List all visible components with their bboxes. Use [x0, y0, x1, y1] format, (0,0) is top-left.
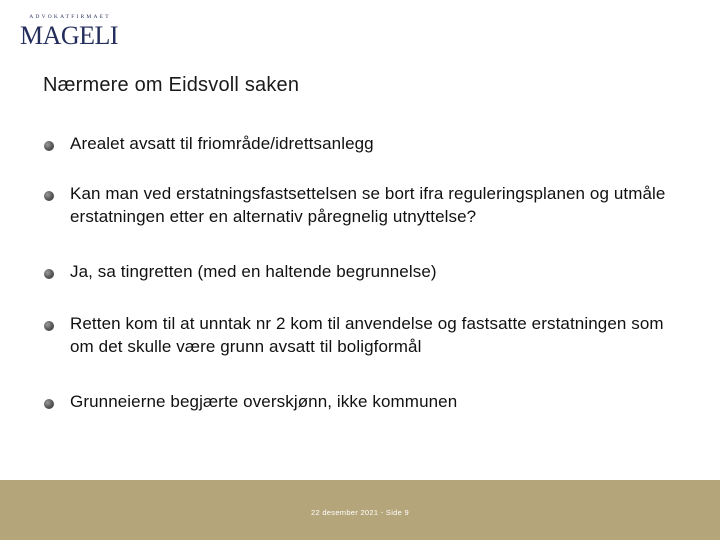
bullet-dot-icon	[44, 321, 54, 331]
footer-date-page: 22 desember 2021 - Side 9	[311, 508, 409, 517]
company-logo	[20, 14, 119, 50]
logo-subtitle: ADVOKATFIRMAET	[29, 14, 111, 20]
bullet-text: Kan man ved erstatningsfastsettelsen se bort ifra reguleringsplanen og utmåle erstatningen etter en alternativ påregnelig utnyttelse?	[70, 184, 666, 226]
bullet-dot-icon	[44, 399, 54, 409]
slide-title: Nærmere om Eidsvoll saken	[43, 74, 300, 96]
bullet-dot-icon	[44, 141, 54, 151]
bullet-dot-icon	[44, 269, 54, 279]
bullet-dot-icon	[44, 191, 54, 201]
bullet-text: Ja, sa tingretten (med en haltende begrunnelse)	[70, 262, 437, 281]
footer-bar	[0, 480, 720, 540]
bullet-text: Retten kom til at unntak nr 2 kom til anvendelse og fastsatte erstatningen som om det skulle være grunn avsatt til boligformål	[70, 314, 664, 356]
bullet-text: Grunneierne begjærte overskjønn, ikke kommunen	[70, 392, 458, 411]
bullet-text: Arealet avsatt til friområde/idrettsanlegg	[70, 134, 374, 153]
logo-name: MAGELI	[20, 21, 119, 50]
